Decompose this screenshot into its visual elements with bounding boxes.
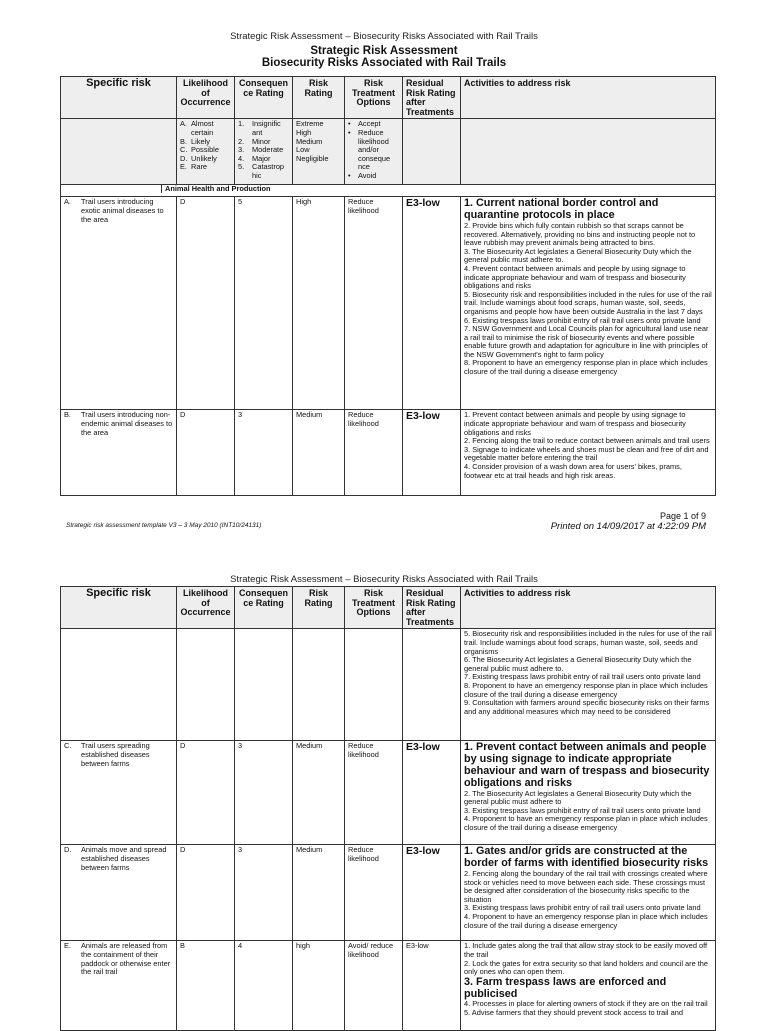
key-number: D.: [180, 153, 188, 163]
col-residual: Residual Risk Rating after Treatments: [403, 77, 461, 119]
key-likelihood: [177, 119, 235, 185]
key-number: 4.: [238, 153, 245, 163]
residual-rating: E3-low: [406, 741, 440, 754]
activity-item: 3. Existing trespass laws prohibit entry of rail trail users onto private land: [464, 903, 701, 913]
activity-item: 2. Lock the gates for extra security so that land holders and council are the only ones who can open them.: [464, 958, 709, 977]
key-text: • Reduce likelihood and/or conseque nce: [358, 127, 391, 172]
col-residual: Residual Risk Rating after Treatments: [403, 587, 461, 629]
key-text: Rare: [191, 162, 208, 172]
empty-cell: [293, 629, 345, 741]
key-text: Almost certain: [191, 119, 214, 137]
key-rating-item: High: [296, 127, 312, 137]
key-number: C.: [180, 145, 188, 155]
key-residual-empty: [403, 119, 461, 185]
col-likelihood: Likelihood of Occurrence: [177, 77, 235, 119]
key-activities-empty: [461, 119, 716, 185]
activity-item: 2. Provide bins which fully contain rubbish so that scraps cannot be recovered. Alternatively, providing no bins and instructing people not to leave rubbish may prevent animals being attracted to bins.: [464, 220, 696, 248]
treatment-cell: Reduce likelihood: [345, 197, 403, 410]
key-treatment-item: [348, 172, 399, 181]
activities-cell: [461, 845, 716, 941]
risk-row: [61, 197, 716, 410]
likelihood-cell: D: [177, 845, 235, 941]
key-number: A.: [180, 119, 187, 129]
key-likelihood-item: [180, 163, 231, 172]
risk-text: Trail users introducing non-endemic animal diseases to the area: [81, 410, 173, 437]
key-number: 2.: [238, 136, 245, 146]
empty-cell: [61, 629, 177, 741]
empty-cell: [177, 629, 235, 741]
activity-item: 9. Consultation with farmers around specific biosecurity risks on their farms and any additional measures which may need to be considered: [464, 698, 710, 716]
risk-rating-cell: Medium: [293, 741, 345, 845]
residual-cell: [403, 410, 461, 496]
risk-table-page1: [60, 76, 716, 496]
key-empty: [61, 119, 177, 185]
key-row: [61, 119, 716, 185]
key-text: • Avoid: [358, 170, 377, 180]
key-likelihood-item: [180, 120, 231, 137]
key-text: Insignific ant: [252, 119, 281, 137]
activity-item: 3. Existing trespass laws prohibit entry of rail trail users onto private land: [464, 805, 701, 815]
col-consequence: Consequen ce Rating: [235, 77, 293, 119]
activity-item: 2. Fencing along the trail to reduce contact between animals and trail users: [464, 436, 710, 446]
treatment-cell: Reduce likelihood: [345, 741, 403, 845]
treatment-cell: Reduce likelihood: [345, 845, 403, 941]
running-header-page2: Strategic Risk Assessment – Biosecurity Risks Associated with Rail Trails: [230, 574, 538, 585]
treatment-cell: Reduce likelihood: [345, 410, 403, 496]
residual-rating: E3-low: [406, 845, 440, 858]
activity-item: 6. Existing trespass laws prohibit entry of rail trail users onto private land: [464, 315, 701, 325]
col-risk-rating: Risk Rating: [293, 587, 345, 629]
risk-rating-cell: Medium: [293, 410, 345, 496]
residual-cell: [403, 741, 461, 845]
activities-cell: [461, 410, 716, 496]
activity-item: 8. Proponent to have an emergency response plan in place which includes closure of the trail during a disease emergency: [464, 680, 708, 699]
specific-risk-cell: [61, 941, 177, 1031]
col-treatment: Risk Treatment Options: [345, 77, 403, 119]
risk-table-page2: [60, 586, 716, 1031]
key-consequence: [235, 119, 293, 185]
key-number: 1.: [238, 119, 245, 129]
key-rating-item: Low: [296, 145, 310, 155]
empty-cell: [403, 629, 461, 741]
activity-item: 7. Existing trespass laws prohibit entry of rail trail users onto private land: [464, 672, 701, 682]
activity-item: 2. The Biosecurity Act legislates a General Biosecurity Duty which the general public must adhere to: [464, 788, 692, 807]
risk-letter: E.: [64, 941, 71, 951]
activity-item: 2. Fencing along the boundary of the rail trail with crossings created where stock or vehicles need to move between each side. These crossings must be designed after consideration of the biosecurity risks specific to the situation: [464, 868, 708, 904]
section-label: Animal Health and Production: [161, 185, 271, 194]
risk-letter: C.: [64, 741, 72, 751]
risk-row: [61, 741, 716, 845]
page-title: Strategic Risk Assessment: [310, 45, 458, 57]
activities-cell: [461, 941, 716, 1031]
activity-item: 1. Prevent contact between animals and people by using signage to indicate appropriate behaviour and warn of trespass and biosecurity obligations and risks: [464, 410, 686, 437]
col-specific-risk: Specific risk: [61, 77, 177, 119]
residual-rating: E3-low: [406, 197, 440, 210]
risk-text: Animals are released from the containment of their paddock or otherwise enter the rail trail: [81, 941, 171, 977]
activities-cell: [461, 741, 716, 845]
residual-rating: E3-low: [406, 410, 440, 423]
residual-cell: [403, 845, 461, 941]
likelihood-cell: D: [177, 410, 235, 496]
risk-rating-cell: High: [293, 197, 345, 410]
key-text: Unlikely: [191, 153, 217, 163]
activity-lead: 3. Farm trespass laws are enforced and publicised: [464, 975, 667, 1000]
continuation-row: [61, 629, 716, 741]
activity-lead: 1. Current national border control and quarantine protocols in place: [464, 197, 659, 222]
activity-item: 8. Proponent to have an emergency response plan in place which includes closure of the trail during a disease emergency: [464, 358, 708, 377]
risk-row: [61, 941, 716, 1031]
specific-risk: [64, 198, 173, 224]
activity-item: 3. Signage to indicate wheels and shoes must be clean and free of dirt and vegetable matter before entering the trail: [464, 444, 709, 463]
section-heading: [61, 185, 716, 197]
residual-cell: [403, 941, 461, 1031]
key-text: Catastrop hic: [252, 162, 285, 180]
empty-cell: [345, 629, 403, 741]
risk-letter: D.: [64, 845, 72, 855]
activities-cell: [461, 629, 716, 741]
col-treatment: Risk Treatment Options: [345, 587, 403, 629]
key-number: 5.: [238, 162, 245, 172]
likelihood-cell: D: [177, 197, 235, 410]
col-risk-rating: Risk Rating: [293, 77, 345, 119]
table-header-row: [61, 77, 716, 119]
activity-item: 6. The Biosecurity Act legislates a General Biosecurity Duty which the general public must adhere to.: [464, 655, 692, 673]
activity-item: 5. Biosecurity risk and responsibilities included in the rules for use of the rail trail. Include warnings about food scraps, human waste, soil, seeds, organisms and people how have been outside Australia in the last 7 days: [464, 289, 712, 316]
consequence-cell: 3: [235, 410, 293, 496]
risk-row: [61, 410, 716, 496]
activity-item: 4. Prevent contact between animals and people by using signage to indicate appropriate behaviour and warn of trespass and biosecurity obligations and risks: [464, 263, 686, 291]
treatment-cell: Avoid/ reduce likelihood: [345, 941, 403, 1031]
key-text: Moderate: [252, 145, 284, 155]
key-treatment: [345, 119, 403, 185]
specific-risk: [64, 846, 173, 872]
activity-item: 4. Processes in place for alerting owners of stock if they are on the rail trail: [464, 999, 708, 1009]
specific-risk-cell: [61, 741, 177, 845]
activity-item: 5. Advise farmers that they should prevent stock access to trail and: [464, 1007, 683, 1017]
risk-letter: B.: [64, 410, 71, 420]
key-text: Likely: [191, 136, 210, 146]
activity-item: 4. Proponent to have an emergency response plan in place which includes closure of the trail during a disease emergency: [464, 911, 708, 930]
specific-risk-cell: [61, 197, 177, 410]
key-text: Minor: [252, 136, 271, 146]
col-likelihood: Likelihood of Occurrence: [177, 587, 235, 629]
consequence-cell: 3: [235, 845, 293, 941]
key-text: Major: [252, 153, 271, 163]
empty-cell: [235, 629, 293, 741]
risk-row: [61, 845, 716, 941]
key-consequence-item: [238, 120, 289, 137]
col-consequence: Consequen ce Rating: [235, 587, 293, 629]
key-number: E.: [180, 162, 187, 172]
col-activities: Activities to address risk: [461, 587, 716, 629]
key-rating-item: Negligible: [296, 153, 329, 163]
activity-lead: 1. Gates and/or grids are constructed at the border of farms with identified biosecurity risks: [464, 845, 709, 870]
page-subtitle: Biosecurity Risks Associated with Rail Trails: [261, 57, 507, 69]
risk-rating-cell: Medium: [293, 845, 345, 941]
risk-letter: A.: [64, 197, 71, 207]
key-text: • Accept: [358, 119, 381, 129]
risk-text: Trail users spreading established diseases between farms: [81, 741, 150, 768]
activity-item: 4. Consider provision of a wash down area for users' bikes, prams, footwear etc at trail heads and high risk areas.: [464, 461, 682, 480]
section-row: [61, 185, 716, 197]
col-specific-risk: Specific risk: [61, 587, 177, 629]
likelihood-cell: D: [177, 741, 235, 845]
activity-item: 4. Proponent to have an emergency response plan in place which includes closure of the trail during a disease emergency: [464, 814, 708, 832]
key-consequence-item: [238, 163, 289, 180]
table-header-row-page2: [61, 587, 716, 629]
specific-risk: [64, 411, 173, 437]
risk-rating-cell: high: [293, 941, 345, 1031]
key-treatment-item: [348, 129, 399, 172]
activity-item: 3. The Biosecurity Act legislates a General Biosecurity Duty which the general public must adhere to.: [464, 246, 692, 265]
running-header: Strategic Risk Assessment – Biosecurity Risks Associated with Rail Trails: [230, 31, 538, 42]
risk-text: Animals move and spread established diseases between farms: [81, 845, 167, 872]
consequence-cell: 5: [235, 197, 293, 410]
specific-risk: [64, 942, 173, 976]
consequence-cell: 4: [235, 941, 293, 1031]
printed-date: Printed on 14/09/2017 at 4:22:09 PM: [550, 521, 706, 532]
key-text: Possible: [191, 145, 219, 155]
page-number: Page 1 of 9: [659, 511, 706, 521]
activity-item: 1. Include gates along the trail that allow stray stock to be easily moved off the trail: [464, 941, 708, 959]
activity-item: 7. NSW Government and Local Councils plan for agricultural land use near a rail trail to minimise the risk of biosecurity events and where possible enable future growth and adaptation for agriculture in line with principles of the NSW Government's right to farm policy: [464, 324, 709, 359]
specific-risk: [64, 742, 173, 768]
key-number: B.: [180, 136, 187, 146]
col-activities: Activities to address risk: [461, 77, 716, 119]
activity-item: 5. Biosecurity risk and responsibilities included in the rules for use of the rail trail. Include warnings about food scraps, human waste, soil, seeds and organisms: [464, 629, 712, 656]
residual-cell: [403, 197, 461, 410]
residual-rating: E3-low: [406, 941, 429, 951]
specific-risk-cell: [61, 410, 177, 496]
likelihood-cell: B: [177, 941, 235, 1031]
activities-cell: [461, 197, 716, 410]
key-rating: [293, 119, 345, 185]
consequence-cell: 3: [235, 741, 293, 845]
risk-text: Trail users introducing exotic animal diseases to the area: [81, 197, 164, 224]
footer-template: Strategic risk assessment template V3 – 3 May 2010 (INT10/24131): [66, 522, 262, 529]
key-rating-item: Extreme: [296, 119, 324, 129]
key-rating-item: Medium: [296, 136, 323, 146]
key-number: 3.: [238, 145, 245, 155]
specific-risk-cell: [61, 845, 177, 941]
activity-lead: 1. Prevent contact between animals and people by using signage to indicate appropriate behaviour and warn of trespass and biosecurity obligations and risks: [464, 741, 710, 789]
